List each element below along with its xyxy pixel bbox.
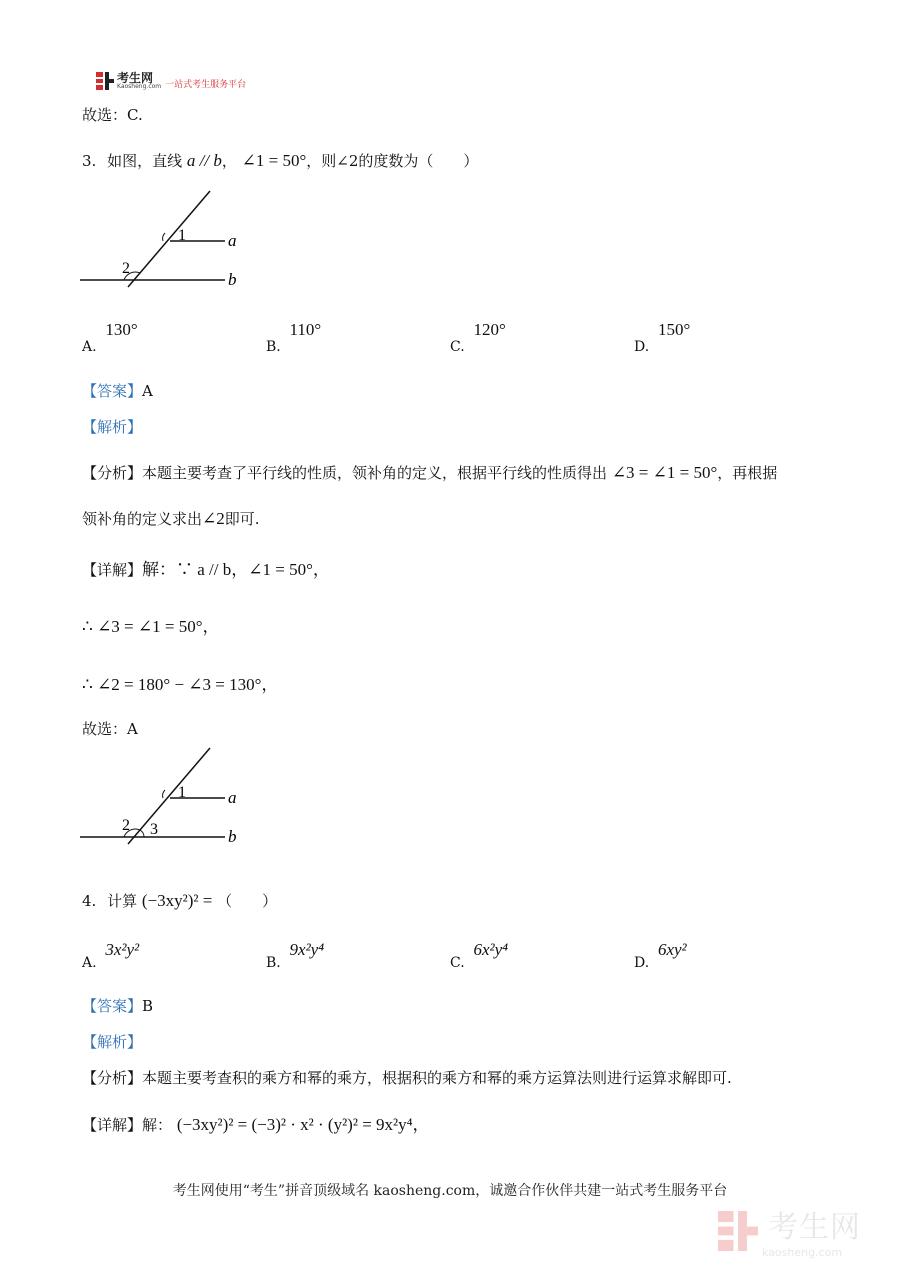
q3-step2: ∴ ∠3 = ∠1 = 50°， bbox=[82, 617, 220, 636]
q3-stem: 3. 如图，直线 a // b， ∠1 = 50°，则∠2的度数为（ ） bbox=[82, 151, 479, 170]
logo-slogan: 一站式考生服务平台 bbox=[165, 79, 247, 90]
q4-stem-math: (−3xy²)² = bbox=[141, 891, 213, 910]
watermark-domain: kaosheng.com bbox=[762, 1246, 843, 1259]
q3-option-d: D. 150° bbox=[634, 320, 691, 355]
angle1-label: 1 bbox=[178, 227, 186, 244]
logo-name: 考生网 bbox=[117, 71, 154, 85]
angle3-label: 3 bbox=[150, 821, 158, 838]
q4-fenxi-line: 【分析】本题主要考查积的乘方和幂的乘方，根据积的乘方和幂的乘方运算法则进行运算求解即可. bbox=[82, 1069, 732, 1087]
angle1-arc bbox=[163, 233, 165, 241]
q4-option-a: A. 3x²y² bbox=[82, 940, 140, 971]
angle2-label: 2 bbox=[122, 817, 130, 834]
angle1-arc bbox=[163, 790, 165, 798]
label-b: b bbox=[228, 827, 237, 846]
q3-stem-prefix: 如图，直线 bbox=[107, 152, 183, 170]
q3-figure bbox=[80, 188, 260, 293]
q4-option-c: C. 6x²y⁴ bbox=[450, 940, 509, 971]
prev-answer-line: 故选：C. bbox=[82, 106, 143, 124]
q3-stem-angle: ∠1 = 50° bbox=[241, 151, 307, 170]
q4-analysis-tag: 【解析】 bbox=[82, 1033, 143, 1051]
q3-answer bbox=[82, 380, 153, 401]
watermark-name: 考生网 bbox=[768, 1210, 861, 1245]
q3-solution-figure bbox=[80, 745, 260, 853]
q3-option-a: A. 130° bbox=[82, 320, 138, 355]
label-b: b bbox=[228, 270, 237, 289]
q3-stem-suffix: ，则∠2的度数为（ ） bbox=[306, 152, 479, 170]
transversal bbox=[128, 191, 210, 287]
header-logo bbox=[96, 72, 246, 90]
angle1-label: 1 bbox=[178, 784, 186, 801]
q4-xiangjie-line: 【详解】解： (−3xy²)² = (−3)² · x² · (y²)² = 9x²y⁴， bbox=[82, 1115, 430, 1134]
q3-xiangjie-line: 【详解】解：∵ a // b，∠1 = 50°， bbox=[82, 560, 330, 579]
q4-answer: 【答案】B bbox=[82, 997, 154, 1015]
q4-option-d: D. 6xy² bbox=[634, 940, 687, 971]
q3-fenxi-line1: 【分析】本题主要考查了平行线的性质，领补角的定义，根据平行线的性质得出 ∠3 = ∠1 = 50°，再根据 bbox=[82, 463, 778, 482]
angle3-arc bbox=[140, 830, 144, 837]
angle2-label: 2 bbox=[122, 260, 130, 277]
kaosheng-logo-icon bbox=[96, 72, 114, 90]
q3-stem-cond: a // b bbox=[186, 151, 222, 170]
q3-fenxi-line2: 领补角的定义求出∠2即可. bbox=[82, 509, 260, 528]
q3-step3: ∴ ∠2 = 180° − ∠3 = 130°， bbox=[82, 675, 279, 694]
q4-stem: 4. 计算 (−3xy²)² = （ ） bbox=[82, 891, 278, 910]
label-a: a bbox=[228, 788, 237, 807]
watermark-logo-icon bbox=[718, 1211, 758, 1251]
q4-option-b: B. 9x²y⁴ bbox=[266, 940, 325, 971]
q3-analysis-tag: 【解析】 bbox=[82, 418, 143, 436]
q3-option-c: C. 120° bbox=[450, 320, 506, 355]
q3-number: 3. bbox=[82, 152, 97, 170]
page-footer: 考生网使用“考生”拼音顶级域名 kaosheng.com，诚邀合作伙伴共建一站式考生服务平台 bbox=[172, 1183, 728, 1199]
q4-number: 4. bbox=[82, 892, 97, 910]
label-a: a bbox=[228, 231, 237, 250]
q3-answer-value: A bbox=[142, 382, 153, 400]
watermark bbox=[718, 1202, 861, 1259]
logo-domain: Kaosheng.com bbox=[117, 83, 162, 90]
q3-answer-tag: 【答案】 bbox=[82, 382, 143, 400]
q3-option-b: B. 110° bbox=[266, 320, 322, 355]
q3-conclusion: 故选：A bbox=[82, 720, 138, 738]
